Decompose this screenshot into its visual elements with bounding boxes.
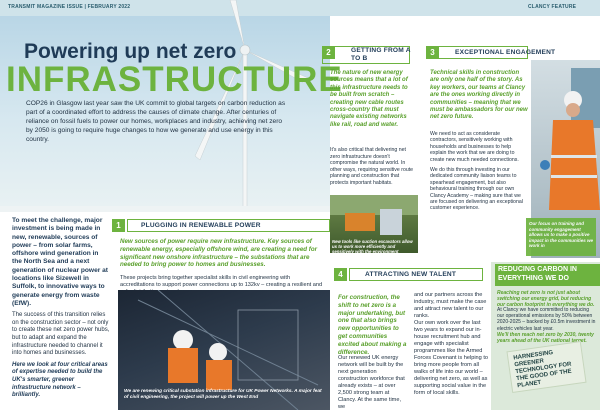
- carbon-box-body1: At Clancy we have committed to reducing our operational emissions by 50% between 2020-2025 – backed by £0.5m investment in electric vehicles last year.: [497, 307, 596, 332]
- left-lead: To meet the challenge, major investment is being made in new, renewable, sources of power – from solar farms, offshore wind generation in the North Sea and a next generation of nuclear power at locations like Sizewell in Suffolk, to innovative ways to generate energy from waste (EfW).: [12, 217, 108, 307]
- section-label: CLANCY FEATURE: [528, 4, 577, 10]
- section-3-lead: Technical skills in construction are only one half of the story. As key workers, our teams at Clancy are the ones working directly in communities – meaning that we must be ambassadors for our new net zero future.: [430, 70, 528, 121]
- carbon-box-body2: We'll then reach net zero by 2030, twenty years ahead of the UK national target.: [497, 332, 594, 345]
- left-column: [12, 217, 110, 404]
- section-2-body: It's also critical that delivering net zero infrastructure doesn't compromise the natural world. In other ways, requiring sensitive route planning and construction that protects important habitats.: [330, 147, 414, 186]
- intro-paragraph: COP26 in Glasgow last year saw the UK commit to global targets on carbon reduction as part of a coordinated effort to address the causes of climate change. After centuries of reliance on fossil fuels to power our homes, workplaces and industry, achieving net zero by 2050 is going to require huge changes to how we generate and use energy in this country.: [26, 100, 286, 143]
- section-3-caption: Our focus on training and community engagement allows us to make a positive impact in the communities we work in: [529, 221, 594, 249]
- magazine-label: TRANSMIT MAGAZINE ISSUE | FEBRUARY 2022: [8, 4, 131, 10]
- section-1-body: These projects bring together specialist skills in civil engineering with accreditations to support power connections up to 132kv – creating a resilient and: [120, 275, 323, 288]
- carbon-box-lead: Reaching net zero is not just about switching our energy grid, but reducing our carbon footprint in everything we do.: [497, 290, 595, 309]
- greener-technology-badge: HARNESSING GREENER TECHNOLOGY FOR THE GOOD OF THE PLANET: [506, 341, 586, 393]
- page-title-highlight: INFRASTRUCTURE: [6, 60, 343, 99]
- section-1-number: 1: [112, 219, 125, 232]
- page-title: Powering up net zero: [24, 40, 237, 63]
- section-4-body1: Our renewed UK energy network will be built by the next generation construction workforce that already exists – at over 2,500 strong team at Clancy. At the same time, we: [338, 355, 405, 410]
- intro-divider: [0, 206, 330, 212]
- section-3-title: EXCEPTIONAL ENGAGEMENT: [455, 49, 556, 56]
- left-closing: Here we look at four critical areas of expertise needed to build the UK's smarter, greener infrastructure network – brilliantly.: [12, 361, 108, 399]
- section-4-number: 4: [334, 268, 347, 281]
- section-4-body3: Our own work over the last two years to expand our in-house recruitment hub and engage with specialist programmes like the Armed Forces Covenant is helping to bring more people from all walks of life into our world – delivering net zero, as well as supporting social value in the form of local skills.: [414, 320, 489, 396]
- section-4-lead: For construction, the shift to net zero is a major undertaking, but one that also brings new opportunities to get communities excited about making a difference.: [338, 294, 407, 356]
- left-body: The success of this transition relies on the construction sector – not only to create these net zero power hubs, but to adapt and expand the infrastructure needed to channel it into homes and businesses.: [12, 312, 110, 357]
- section-1-title: PLUGGING IN RENEWABLE POWER: [141, 222, 261, 229]
- section-2-number: 2: [322, 46, 335, 59]
- section-1-caption: We are renewing critical substation infrastructure for UK Power Networks. A major feat of civil engineering, the project will power up the West End: [124, 389, 322, 400]
- section-3-number: 3: [426, 46, 439, 59]
- section-4-body2: and our partners across the industry, must make the case and attract new talent to our ranks.: [414, 292, 487, 319]
- section-4-title: ATTRACTING NEW TALENT: [365, 271, 457, 278]
- section-3-body1: We need to act as considerate contractors, sensitively working with households and businesses to help explain the work that we are doing to create new much needed connections.: [430, 131, 519, 163]
- section-2-caption: New tools like suction excavators allow us to work more efficiently and sensitively with the environment: [332, 239, 413, 253]
- section-1-lead: New sources of power require new infrastructure. Key sources of renewable energy, especially offshore wind, are creating a need for significant new onshore infrastructure – the substations that are needed to bring power to homes and businesses.: [120, 238, 318, 269]
- section-3-body2: We do this through investing in our dedicated community liaison teams to spearhead engagement, but also behavioural training through our own Clancy Academy – making sure that we are focused on delivering an exceptional customer experience.: [430, 167, 523, 212]
- substation-photo: [118, 290, 330, 410]
- section-2-lead: The nature of new energy sources means that a lot of this infrastructure needs to be built from scratch – creating new cable routes cross-country that must navigate existing networks like rail, road and water.: [330, 70, 408, 128]
- section-3-caption-box: [526, 218, 596, 256]
- section-2-title: GETTING FROM A TO B: [351, 47, 411, 62]
- excavator-photo: [330, 195, 418, 253]
- carbon-box-title: REDUCING CARBON IN EVERYTHING WE DO: [495, 264, 600, 286]
